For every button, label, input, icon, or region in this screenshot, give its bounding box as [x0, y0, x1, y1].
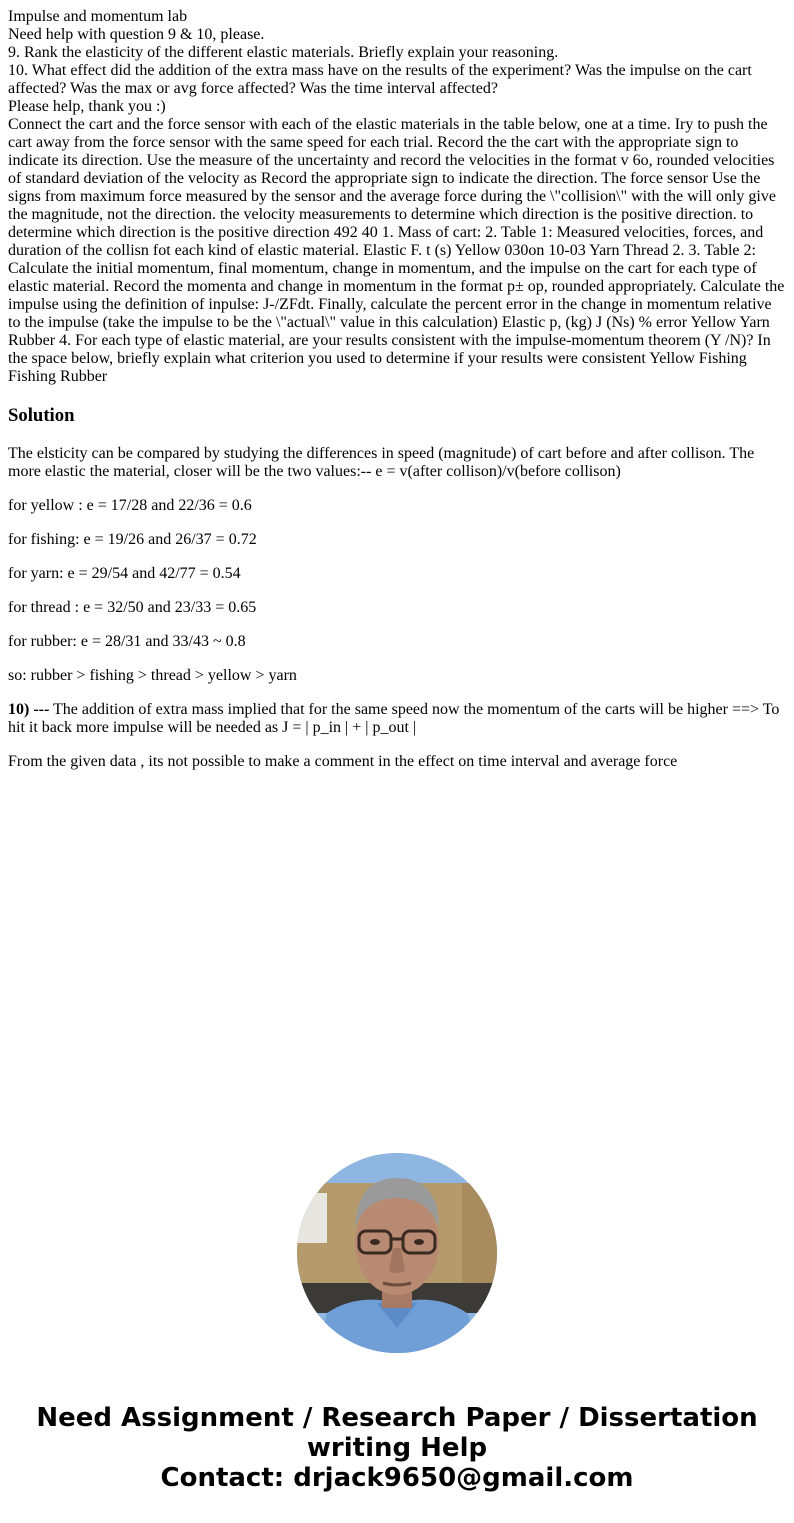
solution-body [8, 445, 786, 771]
question-line: Please help, thank you :) [8, 98, 166, 115]
material-elasticity-line: for thread : e = 32/50 and 23/33 = 0.65 [8, 599, 257, 616]
avatar [297, 1153, 497, 1353]
tutor-portrait-icon [297, 1153, 497, 1353]
solution-intro: The elsticity can be compared by studying the differences in speed (magnitude) of cart before and after collison. The more elastic the material, closer will be the two values:-- e = v(after collison)/v(before collison) [8, 445, 755, 480]
promo-line: Need Assignment / Research Paper / Dissertation [36, 1403, 758, 1433]
question-line: 9. Rank the elasticity of the different elastic materials. Briefly explain your reasoning. [8, 44, 559, 61]
elasticity-ranking: so: rubber > fishing > thread > yellow > yarn [8, 667, 297, 684]
question-block [8, 8, 786, 386]
promo-banner [0, 1403, 794, 1493]
material-elasticity-line: for yellow : e = 17/28 and 22/36 = 0.6 [8, 497, 252, 514]
material-elasticity-line: for rubber: e = 28/31 and 33/43 ~ 0.8 [8, 633, 246, 650]
q10-label: 10) --- [8, 701, 50, 718]
promo-line: writing Help [306, 1433, 488, 1463]
solution-conclusion: From the given data , its not possible to make a comment in the effect on time interval and average force [8, 753, 678, 770]
question-line: 10. What effect did the addition of the extra mass have on the results of the experiment? Was the impulse on the cart affected? Was the max or avg force affected? Was the time interval affected? [8, 62, 752, 97]
material-elasticity-line: for yarn: e = 29/54 and 42/77 = 0.54 [8, 565, 241, 582]
q10-text: The addition of extra mass implied that for the same speed now the momentum of the carts will be higher ==> To hit it back more impulse will be needed as J = | p_in | + | p_out | [8, 701, 780, 736]
solution-heading: Solution [8, 405, 75, 426]
promo-contact: Contact: drjack9650@gmail.com [160, 1463, 634, 1493]
material-elasticity-line: for fishing: e = 19/26 and 26/37 = 0.72 [8, 531, 257, 548]
question-line: Need help with question 9 & 10, please. [8, 26, 265, 43]
question-title: Impulse and momentum lab [8, 8, 188, 25]
q10-answer [8, 701, 786, 737]
question-body: Connect the cart and the force sensor with each of the elastic materials in the table below, one at a time. Iry to push the cart away from the force sensor with the same speed for each trial. Record the the cart with the appropriate sign to indicate its direction. Use the measure of the uncertainty and record the velocities in the format v 6o, rounded velocities of standard deviation of the velocity as Record the appropriate sign to indicate the direction. The force sensor Use the signs from maximum force measured by the sensor and the average force during the \"collision\" with the will only give the magnitude, not the direction. the velocity measurements to determine which direction is the positive direction. to determine which direction is the positive direction 492 40 1. Mass of cart: 2. Table 1: Measured velocities, forces, and duration of the collisn fot each kind of elastic material. Elastic F. t (s) Yellow 030on 10-03 Yarn Thread 2. 3. Table 2: Calculate the initial momentum, final momentum, change in momentum, and the impulse on the cart for each type of elastic material. Record the momenta and change in momentum in the format p± op, rounded appropriately. Calculate the impulse using the definition of inpulse: J-/ZFdt. Finally, calculate the percent error in the change in momentum relative to the impulse (take the impulse to be the \"actual\" value in this calculation) Elastic p, (kg) J (Ns) % error Yellow Yarn Rubber 4. For each type of elastic material, are your results consistent with the impulse-momentum theorem (Y /N)? In the space below, briefly explain what criterion you used to determine if your results were consistent Yellow Fishing Fishing Rubber [8, 116, 785, 385]
